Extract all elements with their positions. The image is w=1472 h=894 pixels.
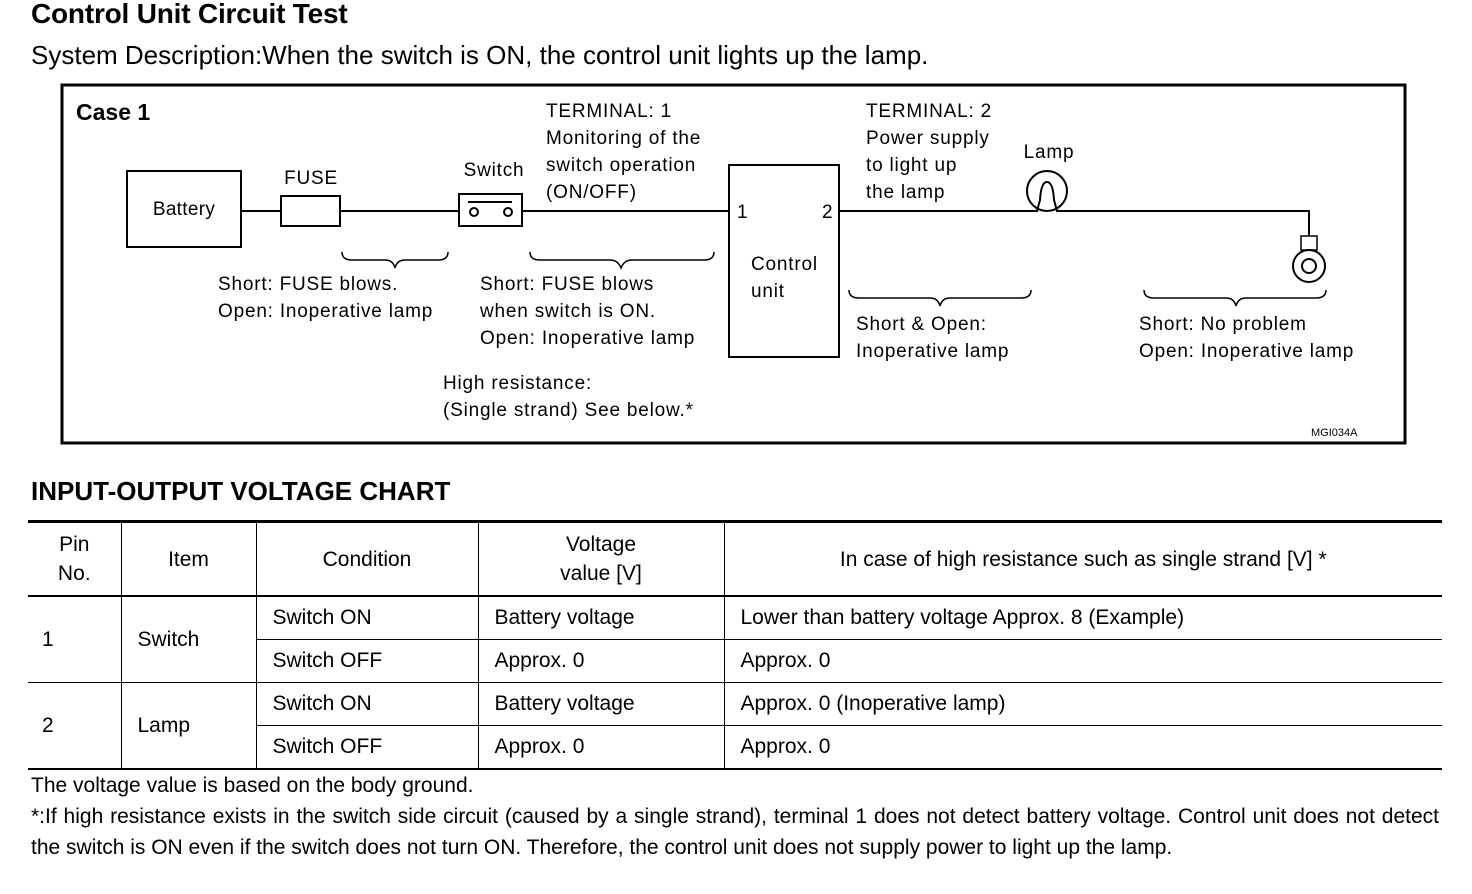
body-ground-note: The voltage value is based on the body ground. xyxy=(31,774,474,797)
page-title: Control Unit Circuit Test xyxy=(31,0,348,29)
col-pin-header: Pin No. xyxy=(28,522,121,597)
lamp-icon xyxy=(1027,171,1067,211)
note-ground-short: Short: No problem xyxy=(1139,314,1307,335)
col-item-header: Item xyxy=(121,522,256,597)
diagram-frame xyxy=(62,85,1405,443)
note-high-resistance-2: (Single strand) See below.* xyxy=(443,400,694,421)
table-header-row xyxy=(28,522,1442,597)
table-row xyxy=(28,683,1442,726)
item-cell: Lamp xyxy=(121,683,256,770)
switch-terminal-left xyxy=(470,208,478,216)
ground-ring-outer xyxy=(1293,250,1325,282)
col-condition-header: Condition xyxy=(256,522,478,597)
note-switch-short-2: when switch is ON. xyxy=(480,301,656,322)
pin-cell: 1 xyxy=(28,596,121,683)
note-terminal2-short-open: Short & Open: xyxy=(856,314,987,335)
terminal1-line2: switch operation xyxy=(546,155,697,176)
voltage-cell: Battery voltage xyxy=(478,596,724,640)
high-resistance-cell: Lower than battery voltage Approx. 8 (Example) xyxy=(724,596,1442,640)
battery-label: Battery xyxy=(152,199,216,220)
note-ground-open: Open: Inoperative lamp xyxy=(1139,341,1355,362)
terminal1-title: TERMINAL: 1 xyxy=(546,101,672,122)
voltage-cell: Approx. 0 xyxy=(478,726,724,770)
system-description: System Description:When the switch is ON, the control unit lights up the lamp. xyxy=(31,40,929,70)
chart-title: INPUT-OUTPUT VOLTAGE CHART xyxy=(31,476,451,506)
high-resistance-cell: Approx. 0 (Inoperative lamp) xyxy=(724,683,1442,726)
figure-code: MGI034A xyxy=(1311,427,1358,439)
terminal2-line2: to light up xyxy=(866,155,958,176)
item-cell: Switch xyxy=(121,596,256,683)
footnotes xyxy=(31,770,1439,863)
terminal1-line3: (ON/OFF) xyxy=(546,182,637,203)
terminal1-line1: Monitoring of the xyxy=(546,128,702,149)
note-switch-short: Short: FUSE blows xyxy=(480,274,655,295)
wire-lamp-ground xyxy=(1067,211,1309,236)
ground-icon xyxy=(1301,236,1317,250)
col-voltage-header: Voltage value [V] xyxy=(478,522,724,597)
switch-terminal-right xyxy=(504,208,512,216)
asterisk-note: *:If high resistance exists in the switch side circuit (caused by a single strand), terminal 1 does not detect battery voltage. Control unit does not detect the switch is ON even if the switch does not turn ON. Therefore, the control unit does not supply power to light up the lamp. xyxy=(31,805,1439,859)
condition-cell: Switch OFF xyxy=(256,640,478,683)
brace-ground xyxy=(1144,290,1326,306)
terminal2-line1: Power supply xyxy=(866,128,990,149)
ground-ring-inner xyxy=(1302,259,1316,273)
condition-cell: Switch ON xyxy=(256,596,478,640)
note-fuse-open: Open: Inoperative lamp xyxy=(218,301,434,322)
voltage-cell: Battery voltage xyxy=(478,683,724,726)
pin1-label: 1 xyxy=(737,202,749,223)
case-label: Case 1 xyxy=(76,99,151,125)
terminal2-title: TERMINAL: 2 xyxy=(866,101,992,122)
fuse-label: FUSE xyxy=(284,168,338,189)
high-resistance-cell: Approx. 0 xyxy=(724,640,1442,683)
control-unit-label-2: unit xyxy=(751,281,785,302)
table-row xyxy=(28,596,1442,640)
pin2-label: 2 xyxy=(822,202,834,223)
fuse-symbol xyxy=(281,196,340,226)
voltage-table xyxy=(28,520,1442,770)
condition-cell: Switch OFF xyxy=(256,726,478,770)
brace-terminal2 xyxy=(849,290,1031,306)
voltage-cell: Approx. 0 xyxy=(478,640,724,683)
high-resistance-cell: Approx. 0 xyxy=(724,726,1442,770)
condition-cell: Switch ON xyxy=(256,683,478,726)
note-terminal2-inoperative: Inoperative lamp xyxy=(856,341,1010,362)
note-fuse-short: Short: FUSE blows. xyxy=(218,274,399,295)
control-unit-label: Control xyxy=(751,254,818,275)
note-high-resistance: High resistance: xyxy=(443,373,593,394)
switch-label: Switch xyxy=(463,160,525,181)
pin-cell: 2 xyxy=(28,683,121,770)
lamp-label: Lamp xyxy=(1023,142,1075,163)
brace-fuse xyxy=(342,252,448,268)
brace-switch xyxy=(530,252,714,268)
terminal2-line3: the lamp xyxy=(866,182,946,203)
col-high-resistance-header: In case of high resistance such as single strand [V] * xyxy=(724,522,1442,597)
note-switch-open: Open: Inoperative lamp xyxy=(480,328,696,349)
